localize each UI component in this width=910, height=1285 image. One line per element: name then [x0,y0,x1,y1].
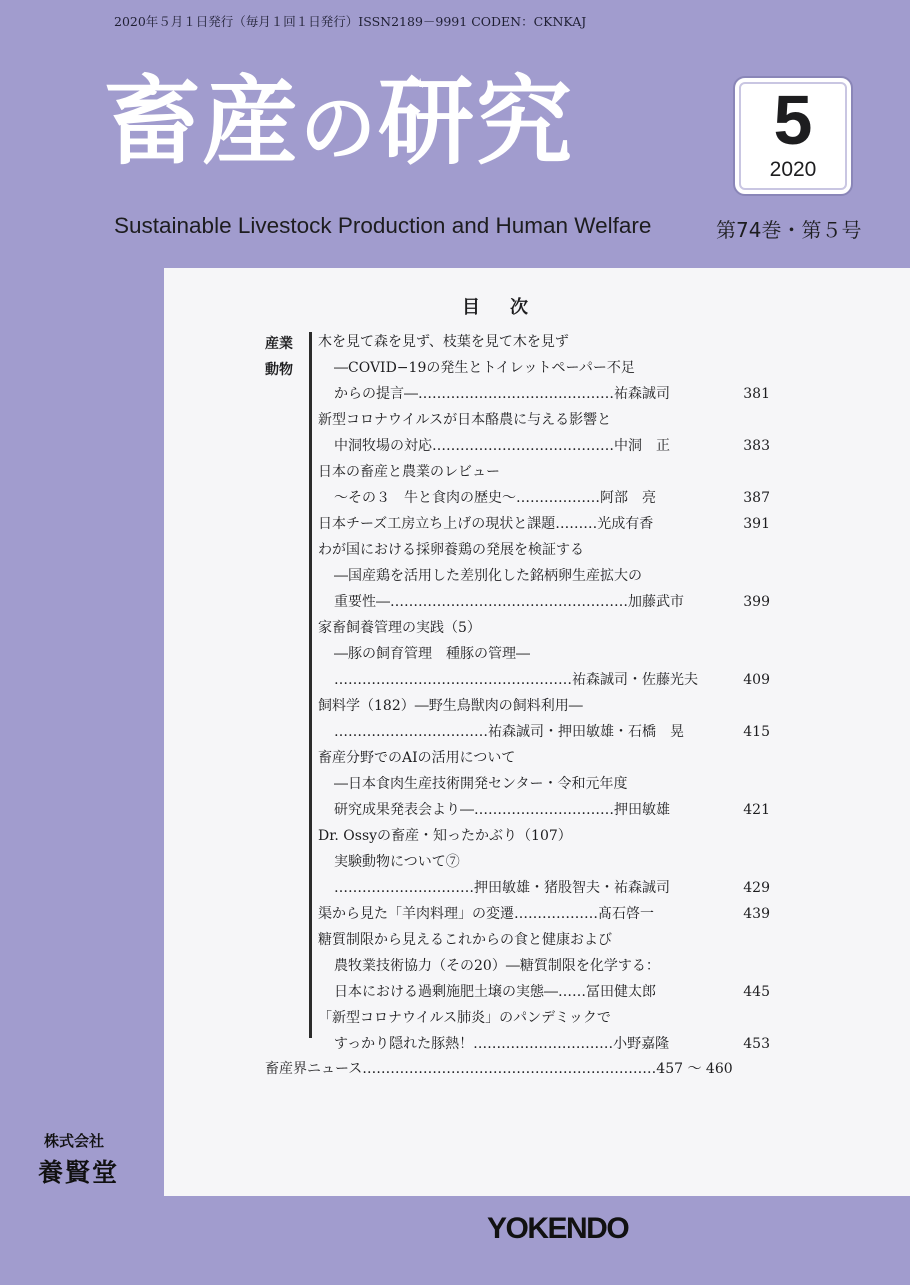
toc-page: 445 [743,984,770,1000]
issue-number: 5 [773,81,813,159]
toc-page: 387 [743,490,770,506]
toc-line[interactable]: 中洞牧場の対応…………………………………中洞 正 [334,438,670,454]
toc-line[interactable]: ―COVID−19の発生とトイレットペーパー不足 [334,360,635,376]
toc-heading: 目次 [462,297,558,318]
journal-title [104,66,574,178]
toc-line[interactable]: 農牧業技術協力（その20）―糖質制限を化学する： [334,958,660,974]
toc-page: 415 [743,724,770,740]
journal-title-part2: の [300,84,378,173]
toc-page: 429 [743,880,770,896]
toc-page: 439 [743,906,770,922]
toc-page: 453 [743,1036,770,1052]
toc-page: 421 [743,802,770,818]
toc-line[interactable]: 重要性―……………………………………………加藤武市 [334,594,684,610]
journal-title-part1: 畜産 [104,66,300,178]
toc-page: 409 [743,672,770,688]
toc-line[interactable]: 日本の畜産と農業のレビュー [318,464,500,480]
toc-line[interactable]: 研究成果発表会より―…………………………押田敏雄 [334,802,670,818]
toc-line[interactable]: すっかり隠れた豚熱！…………………………小野嘉隆 [334,1036,670,1052]
issue-info: 2020年５月１日発行（毎月１回１日発行）ISSN2189－9991 CODEN：CKNKAJ [114,14,587,29]
toc-line[interactable]: ……………………………祐森誠司・押田敏雄・石橋 晃 [334,724,684,740]
toc-news-line[interactable]: 畜産界ニュース………………………………………………………457 ～ 460 [265,1061,733,1077]
toc-line[interactable]: 畜産分野でのAIの活用について [318,750,516,766]
toc-line[interactable]: ……………………………………………祐森誠司・佐藤光夫 [334,672,698,688]
toc-line[interactable]: 新型コロナウイルスが日本酪農に与える影響と [318,412,612,428]
toc-line[interactable]: ―国産鶏を活用した差別化した銘柄卵生産拡大の [334,568,642,584]
left-panel [0,268,164,1196]
toc-page: 391 [743,516,770,532]
footer-band [0,1196,910,1285]
toc-line[interactable]: わが国における採卵養鶏の発展を検証する [318,542,584,558]
toc-line[interactable]: 木を見て森を見ず、枝葉を見て木を見ず [318,334,569,350]
section-bar [309,332,312,1038]
toc-line[interactable]: 渠から見た「羊肉料理」の変遷………………髙石啓一 [318,906,654,922]
section-label-line2: 動物 [265,362,293,378]
toc-line[interactable]: ～その３ 牛と食肉の歴史～………………阿部 亮 [334,490,656,506]
english-subtitle: Sustainable Livestock Production and Human Welfare [114,213,652,238]
issue-year: 2020 [769,158,817,181]
toc-line[interactable]: 日本における過剰施肥土壌の実態―……冨田健太郎 [334,984,656,1000]
publisher-name: 養賢堂 [38,1158,120,1187]
toc-line[interactable]: ―日本食肉生産技術開発センター・令和元年度 [334,776,628,792]
yokendo-logo: YOKENDO [487,1212,629,1245]
issue-box [733,76,853,196]
journal-title-part3: 研究 [378,66,574,178]
toc-line[interactable]: 「新型コロナウイルス肺炎」のパンデミックで [318,1010,611,1026]
toc-line[interactable]: 実験動物について⑦ [334,854,460,870]
toc-line[interactable]: ―豚の飼育管理 種豚の管理― [334,646,530,662]
toc-line[interactable]: 糖質制限から見えるこれからの食と健康および [318,932,612,948]
toc-page: 381 [743,386,770,402]
toc-page: 383 [743,438,770,454]
toc-page: 399 [743,594,770,610]
toc-line[interactable]: 飼料学（182）―野生鳥獣肉の飼料利用― [318,698,583,714]
publisher-type: 株式会社 [44,1132,105,1150]
toc-line[interactable]: からの提言―……………………………………祐森誠司 [334,386,670,402]
volume-number: 第74巻・第５号 [716,218,862,242]
toc-line[interactable]: Dr. Ossyの畜産・知ったかぶり（107） [318,828,572,844]
toc-line[interactable]: 家畜飼養管理の実践（5） [318,620,481,636]
toc-line[interactable]: 日本チーズ工房立ち上げの現状と課題………光成有香 [318,516,654,532]
toc-line[interactable]: …………………………押田敏雄・猪股智夫・祐森誠司 [334,880,670,896]
section-label-line1: 産業 [265,336,293,352]
